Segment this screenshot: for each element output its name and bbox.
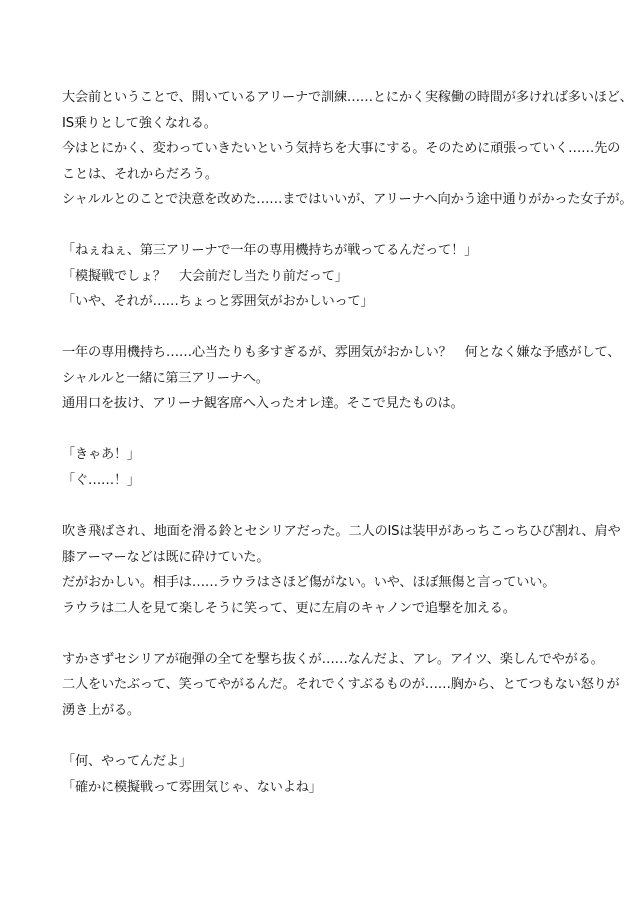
text-line: ラウラは二人を見て楽しそうに笑って、更に左肩のキャノンで追撃を加える。	[62, 601, 516, 616]
text-line: ことは、それからだろう。	[62, 167, 218, 182]
text-line: 大会前ということで、開いているアリーナで訓練……とにかく実稼働の時間が多ければ多いほど、	[62, 90, 633, 105]
dialogue-line: 「きゃあ！」	[62, 447, 140, 462]
text-line: シャルルと一緒に第三アリーナへ。	[62, 371, 269, 386]
text-line: 膝アーマーなどは既に砕けていた。	[62, 550, 270, 565]
text-line: 二人をいたぶって、笑ってやがるんだ。それでくすぶるものが……胸から、とてつもない怒りが	[62, 677, 620, 692]
text-line: 一年の専用機持ち……心当たりも多すぎるが、雰囲気がおかしい？ 何となく嫌な予感がして、	[62, 345, 621, 360]
text-line: 今はとにかく、変わっていきたいという気持ちを大事にする。そのために頑張っていく……先の	[62, 141, 621, 156]
dialogue-line: 「ねぇねぇ、第三アリーナで一年の専用機持ちが戦ってるんだって！」	[62, 243, 478, 258]
dialogue-line: 「ぐ……！」	[62, 473, 140, 488]
text-line: シャルルとのことで決意を改めた……まではいいが、アリーナへ向かう途中通りがかった女子が。	[62, 192, 633, 207]
dialogue-line: 「何、やってんだよ」	[62, 754, 192, 769]
text-line: 通用口を抜け、アリーナ観客席へ入ったオレ達。そこで見たものは。	[62, 396, 464, 411]
dialogue-line: 「確かに模擬戦って雰囲気じゃ、ないよね」	[62, 780, 322, 795]
dialogue-line: 「模擬戦でしょ？ 大会前だし当たり前だって」	[62, 269, 348, 284]
text-line: IS乗りとして強くなれる。	[62, 116, 217, 131]
dialogue-line: 「いや、それが……ちょっと雰囲気がおかしいって」	[62, 294, 374, 309]
text-line: すかさずセシリアが砲弾の全てを撃ち抜くが……なんだよ、アレ。アイツ、楽しんでやがる。	[62, 652, 604, 667]
text-line: 吹き飛ばされ、地面を滑る鈴とセシリアだった。二人のISは装甲があっちこっちひび割れ、肩や	[62, 524, 621, 539]
text-line: 湧き上がる。	[62, 703, 140, 718]
text-line: だがおかしい。相手は……ラウラはさほど傷がない。いや、ほぼ無傷と言っていい。	[62, 575, 556, 590]
